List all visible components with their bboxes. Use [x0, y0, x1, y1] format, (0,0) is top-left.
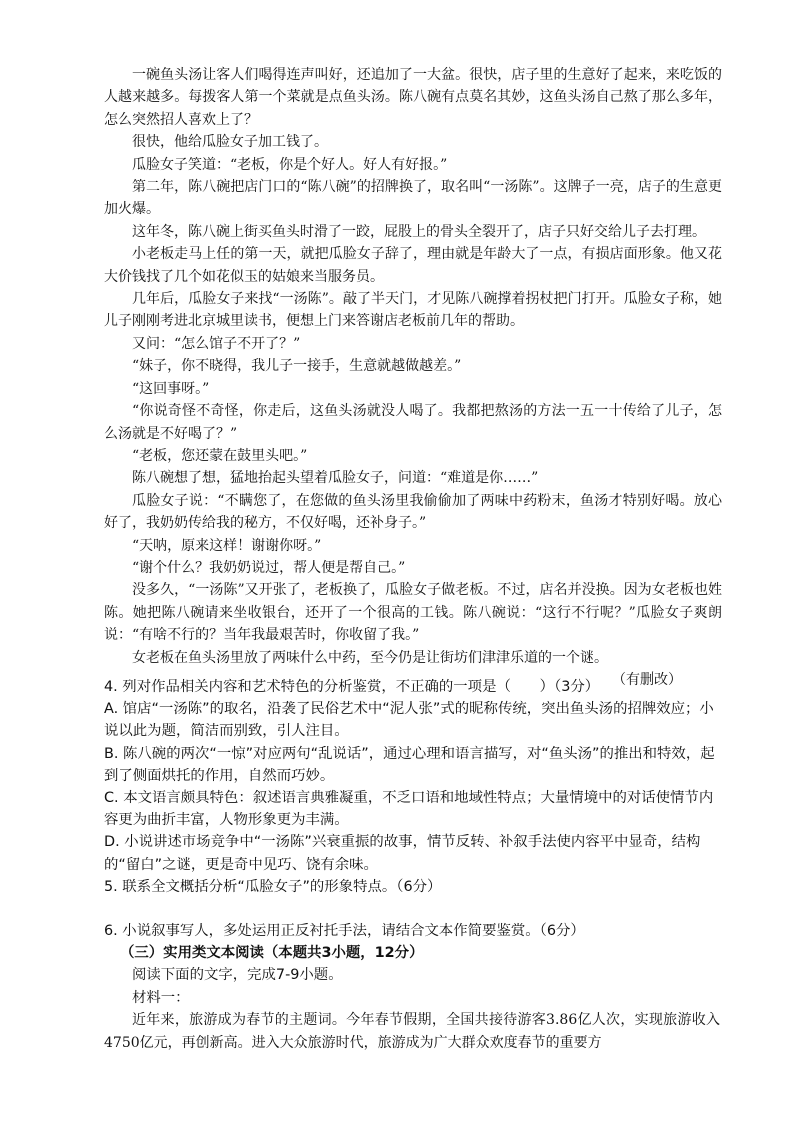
story-paragraph: “谢个什么？我奶奶说过，帮人便是帮自己。”	[132, 559, 406, 576]
question-4-option-d: D. 小说讲述市场竞争中“一汤陈”兴衰重振的故事，情节反转、补叙手法使内容平中显奇，结构的“留白”之谜，更是奇中见巧、饶有余味。	[104, 834, 701, 873]
question-4-option-a: A. 馆店“一汤陈”的取名，沿袭了民俗艺术中“泥人张”式的昵称传统，突出鱼头汤的招牌效应；小说以此为题，简洁而别致，引人注目。	[104, 701, 714, 740]
story-paragraph: 一碗鱼头汤让客人们喝得连声叫好，还追加了一大盆。很快，店子里的生意好了起来，来吃饭的人越来越多。每拨客人第一个菜就是点鱼头汤。陈八碗有点莫名其妙，这鱼头汤自己熬了那么多年，怎么突然招人喜欢上了？	[104, 67, 722, 128]
question-4-stem: 4. 列对作品相关内容和艺术特色的分析鉴赏，不正确的一项是（ ）（3分）	[104, 679, 600, 695]
questions-block	[104, 676, 720, 1055]
story-paragraph: “天呐，原来这样！谢谢你呀。”	[132, 537, 322, 554]
source-note: （有删改）	[612, 671, 682, 688]
story-paragraph: “这回事呀。”	[132, 380, 210, 397]
story-paragraph: 没多久，“一汤陈”又开张了，老板换了，瓜脸女子做老板。不过，店名并没换。因为女老板也姓陈。她把陈八碗请来坐收银台，还开了一个很高的工钱。陈八碗说：“这行不行呢？”瓜脸女子爽朗说：“有啥不行的？当年我最艰苦时，你收留了我。”	[104, 582, 722, 644]
material-label: 材料一：	[132, 989, 190, 1006]
story-paragraph: 很快，他给瓜脸女子加工钱了。	[132, 134, 328, 151]
question-4-option-c: C. 本文语言颇具特色：叙述语言典雅凝重，不乏口语和地域性特点；大量情境中的对话使情节内容更为曲折丰富，人物形象更为丰满。	[104, 790, 714, 829]
story-paragraph: 几年后，瓜脸女子来找“一汤陈”。敲了半天门，才见陈八碗撑着拐杖把门打开。瓜脸女子称，她儿子刚刚考进北京城里读书，便想上门来答谢店老板前几年的帮助。	[104, 291, 722, 330]
material-paragraph: 近年来，旅游成为春节的主题词。今年春节假期，全国共接待游客3.86亿人次，实现旅游收入4750亿元，再创新高。进入大众旅游时代，旅游成为广大群众欢度春节的重要方	[104, 1011, 720, 1051]
section-title: （三）实用类文本阅读（本题共3小题，12分）	[120, 945, 424, 962]
story-paragraph: 小老板走马上任的第一天，就把瓜脸女子辞了，理由就是年龄大了一点，有损店面形象。他又花大价钱找了几个如花似玉的姑娘来当服务员。	[104, 246, 722, 285]
story-paragraph: “你说奇怪不奇怪，你走后，这鱼头汤就没人喝了。我都把熬汤的方法一五一十传给了儿子，怎么汤就是不好喝了？”	[104, 403, 722, 442]
story-paragraph: “老板，您还蒙在鼓里头吧。”	[132, 447, 308, 464]
story-paragraph: 瓜脸女子笑道：“老板，你是个好人。好人有好报。”	[132, 156, 448, 173]
answer-space	[104, 898, 720, 920]
story-paragraph: “妹子，你不晓得，我儿子一接手，生意就越做越差。”	[132, 358, 462, 375]
story-paragraph: 这年冬，陈八碗上街买鱼头时滑了一跤，屁股上的骨头全裂开了，店子只好交给儿子去打理。	[132, 223, 706, 240]
story-text	[104, 64, 722, 691]
section-intro: 阅读下面的文字，完成7-9小题。	[132, 967, 343, 984]
question-4-option-b: B. 陈八碗的两次“一惊”对应两句“乱说话”，通过心理和语言描写，对“鱼头汤”的推出和特效，起到了侧面烘托的作用，自然而巧妙。	[104, 745, 715, 784]
question-5: 5. 联系全文概括分析“瓜脸女子”的形象特点。（6分）	[104, 878, 442, 895]
story-paragraph: 陈八碗想了想，猛地抬起头望着瓜脸女子，问道：“难道是你……”	[132, 470, 539, 487]
story-paragraph: 瓜脸女子说：“不瞒您了，在您做的鱼头汤里我偷偷加了两味中药粉末，鱼汤才特别好喝。放心好了，我奶奶传给我的秘方，不仅好喝，还补身子。”	[104, 492, 722, 532]
story-paragraph: 第二年，陈八碗把店门口的“陈八碗”的招牌换了，取名叫“一汤陈”。这牌子一亮，店子的生意更加火爆。	[104, 179, 722, 218]
question-6: 6. 小说叙事写人，多处运用正反衬托手法，请结合文本作简要鉴赏。（6分）	[104, 923, 585, 940]
story-paragraph: 女老板在鱼头汤里放了两味什么中药，至今仍是让街坊们津津乐道的一个谜。	[132, 649, 608, 666]
story-paragraph: 又问：“怎么馆子不开了？”	[132, 335, 301, 352]
material-block	[104, 987, 720, 1055]
